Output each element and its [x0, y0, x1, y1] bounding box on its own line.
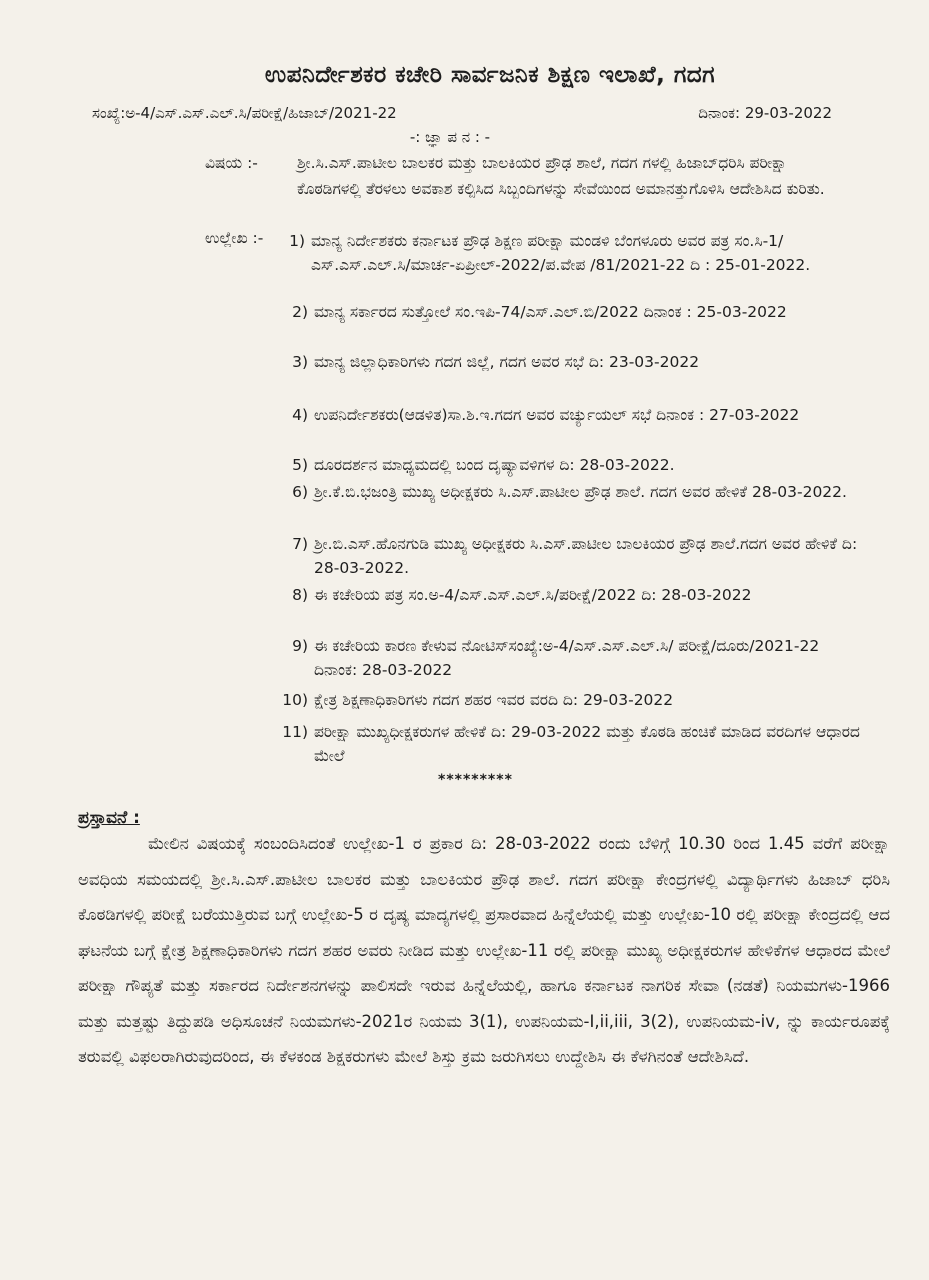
reference-number-label: 1): [289, 232, 305, 250]
reference-text: ಮಾನ್ಯ ಜಿಲ್ಲಾಧಿಕಾರಿಗಳು ಗದಗ ಜಿಲ್ಲೆ, ಗದಗ ಅವರ ಸಭೆ ದಿ: 23-03-2022: [314, 353, 700, 371]
reference-text: ಕ್ಷೇತ್ರ ಶಿಕ್ಷಣಾಧಿಕಾರಿಗಳು ಗದಗ ಶಹರ ಇವರ ವರದಿ ದಿ: 29-03-2022: [314, 691, 674, 709]
reference-number-label: 10): [282, 691, 308, 709]
office-title: ಉಪನಿರ್ದೇಶಕರ ಕಚೇರಿ ಸಾರ್ವಜನಿಕ ಶಿಕ್ಷಣ ಇಲಾಖೆ, ಗದಗ: [264, 62, 716, 88]
reference-item: [280, 480, 860, 528]
reference-text: ಶ್ರೀ.ಕೆ.ಬಿ.ಭಜಂತ್ರಿ ಮುಖ್ಯ ಅಧೀಕ್ಷಕರು ಸಿ.ಎಸ್.ಪಾಟೀಲ ಪ್ರೌಢ ಶಾಲೆ. ಗದಗ ಅವರ ಹೇಳಿಕೆ 28-03-2022.: [314, 483, 847, 501]
reference-text: ಶ್ರೀ.ಬಿ.ಎಸ್.ಹೊನಗುಡಿ ಮುಖ್ಯ ಅಧೀಕ್ಷಕರು ಸಿ.ಎಸ್.ಪಾಟೀಲ ಬಾಲಕಿಯರ ಪ್ರೌಢ ಶಾಲೆ.ಗದಗ ಅವರ ಹೇಳಿಕೆ ದಿ: 28-03-2022.: [314, 535, 858, 577]
reference-item: [277, 229, 837, 301]
reference-number-label: 2): [292, 303, 308, 321]
reference-number: ಸಂಖ್ಯೆ:ಅ-4/ಎಸ್.ಎಸ್.ಎಲ್.ಸಿ/ಪರೀಕ್ಷೆ/ಹಿಜಾಬ್/2021-22: [92, 104, 397, 122]
reference-item: [280, 532, 880, 580]
preamble-heading: ಪ್ರಸ್ತಾವನೆ :: [78, 808, 140, 828]
reference-item: [280, 688, 880, 714]
reference-text: ಮಾನ್ಯ ನಿರ್ದೇಶಕರು ಕರ್ನಾಟಕ ಪ್ರೌಢ ಶಿಕ್ಷಣ ಪರೀಕ್ಷಾ ಮಂಡಳಿ ಬೆಂಗಳೂರು ಅವರ ಪತ್ರ ಸಂ.ಸಿ-1/ಎಸ್.ಎಸ್.ಎಲ್.ಸಿ/ಮಾರ್ಚ-ಏಪ್ರೀಲ್-2022/ಪ.ವೇಪ /81/2021-22 ದಿ : 25-01-2022.: [311, 232, 811, 274]
reference-text: ಈ ಕಚೇರಿಯ ಕಾರಣ ಕೇಳುವ ನೋಟಿಸ್‌ಸಂಖ್ಯೆ:ಅ-4/ಎಸ್.ಎಸ್.ಎಲ್.ಸಿ/ ಪರೀಕ್ಷೆ/ದೂರು/2021-22 ದಿನಾಂಕ: 28-03-2022: [314, 637, 820, 679]
reference-item: [280, 350, 750, 398]
preamble-paragraph: ಮೇಲಿನ ವಿಷಯಕ್ಕೆ ಸಂಬಂದಿಸಿದಂತೆ ಉಲ್ಲೇಖ-1 ರ ಪ್ರಕಾರ ದಿ: 28-03-2022 ರಂದು ಬೆಳಿಗ್ಗೆ 10.30 ರಿಂದ 1.45 ವರೆಗೆ ಪರೀಕ್ಷಾ ಅವಧಿಯ ಸಮಯದಲ್ಲಿ ಶ್ರೀ.ಸಿ.ಎಸ್.ಪಾಟೀಲ ಬಾಲಕರ ಮತ್ತು ಬಾಲಕಿಯರ ಪ್ರೌಢ ಶಾಲೆ. ಗದಗ ಪರೀಕ್ಷಾ ಕೇಂದ್ರಗಳಲ್ಲಿ ವಿದ್ಯಾರ್ಥಿಗಳು ಹಿಜಾಬ್ ಧರಿಸಿ ಕೊಠಡಿಗಳಲ್ಲಿ ಪರೀಕ್ಷೆ ಬರೆಯುತ್ತಿರುವ ಬಗ್ಗೆ ಉಲ್ಲೇಖ-5 ರ ದೃಷ್ಯ ಮಾದ್ಯಗಳಲ್ಲಿ ಪ್ರಸಾರವಾದ ಹಿನ್ನೆಲೆಯಲ್ಲಿ ಮತ್ತು ಉಲ್ಲೇಖ-10 ರಲ್ಲಿ ಪರೀಕ್ಷಾ ಕೇಂದ್ರದಲ್ಲಿ ಆದ ಘಟನೆಯ ಬಗ್ಗೆ ಕ್ಷೇತ್ರ ಶಿಕ್ಷಣಾಧಿಕಾರಿಗಳು ಗದಗ ಶಹರ ಅವರು ನೀಡಿದ ಮತ್ತು ಉಲ್ಲೇಖ-11 ರಲ್ಲಿ ಪರೀಕ್ಷಾ ಮುಖ್ಯ ಅಧೀಕ್ಷಕರುಗಳ ಹೇಳಿಕೆಗಳ ಆಧಾರದ ಮೇಲೆ ಪರೀಕ್ಷಾ ಗೌಪ್ಯತೆ ಮತ್ತು ಸರ್ಕಾರದ ನಿರ್ದೇಶನಗಳನ್ನು ಪಾಲಿಸದೇ ಇರುವ ಹಿನ್ನೆಲೆಯಲ್ಲಿ, ಹಾಗೂ ಕರ್ನಾಟಕ ನಾಗರಿಕ ಸೇವಾ (ನಡತೆ) ನಿಯಮಗಳು-1966 ಮತ್ತು ಮತ್ತಷ್ಟು ತಿದ್ದುಪಡಿ ಅಧಿಸೂಚನೆ ನಿಯಮಗಳು-2021ರ ನಿಯಮ 3(1), ಉಪನಿಯಮ-I,ii,iii, 3(2), ಉಪನಿಯಮ-iv, ನ್ನು ಕಾರ್ಯರೂಪಕ್ಕೆ ತರುವಲ್ಲಿ ವಿಫಲರಾಗಿರುವುದರಿಂದ, ಈ ಕೆಳಕಂಡ ಶಿಕ್ಷಕರುಗಳು ಮೇಲೆ ಶಿಸ್ತು ಕ್ರಮ ಜರುಗಿಸಲು ಉದ್ದೇಶಿಸಿ ಈ ಕೆಳಗಿನಂತೆ ಆದೇಶಿಸಿದೆ.: [78, 834, 890, 1066]
reference-item: [280, 453, 880, 479]
reference-text: ಪರೀಕ್ಷಾ ಮುಖ್ಯಧೀಕ್ಷಕರುಗಳ ಹೇಳಿಕೆ ದಿ: 29-03-2022 ಮತ್ತು ಕೊಠಡಿ ಹಂಚಿಕೆ ಮಾಡಿದ ವರದಿಗಳ ಆಧಾರದ ಮೇಲೆ: [314, 723, 860, 765]
references-label: ಉಲ್ಲೇಖ :-: [205, 229, 264, 247]
reference-number-label: 7): [292, 535, 308, 553]
document-date: ದಿನಾಂಕ: 29-03-2022: [698, 104, 832, 122]
reference-item: [280, 634, 860, 682]
reference-number-label: 8): [292, 586, 308, 604]
subject-block: [205, 150, 825, 202]
separator: *********: [438, 772, 513, 788]
reference-text: ಈ ಕಚೇರಿಯ ಪತ್ರ ಸಂ.ಅ-4/ಎಸ್.ಎಸ್.ಎಲ್.ಸಿ/ಪರೀಕ್ಷೆ/2022 ದಿ: 28-03-2022: [314, 586, 752, 604]
reference-number-label: 9): [292, 637, 308, 655]
reference-number-label: 5): [292, 456, 308, 474]
reference-line: [92, 104, 832, 122]
reference-text: ಮಾನ್ಯ ಸರ್ಕಾರದ ಸುತ್ತೋಲೆ ಸಂ.ಇಪಿ-74/ಎಸ್.ಎಲ್.ಬಿ/2022 ದಿನಾಂಕ : 25-03-2022: [314, 303, 787, 321]
reference-item: [280, 583, 820, 631]
notice-heading: -: ಜ್ಞಾ ಪ ನ : -: [409, 128, 491, 146]
reference-text: ಉಪನಿರ್ದೇಶಕರು(ಆಡಳಿತ)ಸಾ.ಶಿ.ಇ.ಗದಗ ಅವರ ವರ್ಚ್ಯುಯಲ್ ಸಭೆ ದಿನಾಂಕ : 27-03-2022: [314, 406, 800, 424]
reference-text: ದೂರದರ್ಶನ ಮಾಧ್ಯಮದಲ್ಲಿ ಬಂದ ದೃಷ್ಯಾವಳಿಗಳ ದಿ: 28-03-2022.: [314, 456, 675, 474]
reference-number-label: 3): [292, 353, 308, 371]
reference-number-label: 6): [292, 483, 308, 501]
subject-label: ವಿಷಯ :-: [205, 154, 258, 172]
reference-number-label: 4): [292, 406, 308, 424]
subject-text: ಶ್ರೀ.ಸಿ.ಎಸ್.ಪಾಟೀಲ ಬಾಲಕರ ಮತ್ತು ಬಾಲಕಿಯರ ಪ್ರೌಢ ಶಾಲೆ, ಗದಗ ಗಳಲ್ಲಿ ಹಿಜಾಬ್‌ಧರಿಸಿ ಪರೀಕ್ಷಾ ಕೊಠಡಿಗಳಲ್ಲಿ ತೆರಳಲು ಅವಕಾಶ ಕಲ್ಪಿಸಿದ ಸಿಬ್ಬಂದಿಗಳನ್ನು ಸೇವೆಯಿಂದ ಅಮಾನತ್ತುಗೊಳಿಸಿ ಆದೇಶಿಸಿದ ಕುರಿತು.: [297, 154, 825, 198]
reference-number-label: 11): [282, 723, 308, 741]
reference-item: [280, 720, 860, 768]
reference-item: [280, 300, 800, 348]
reference-item: [280, 403, 800, 451]
